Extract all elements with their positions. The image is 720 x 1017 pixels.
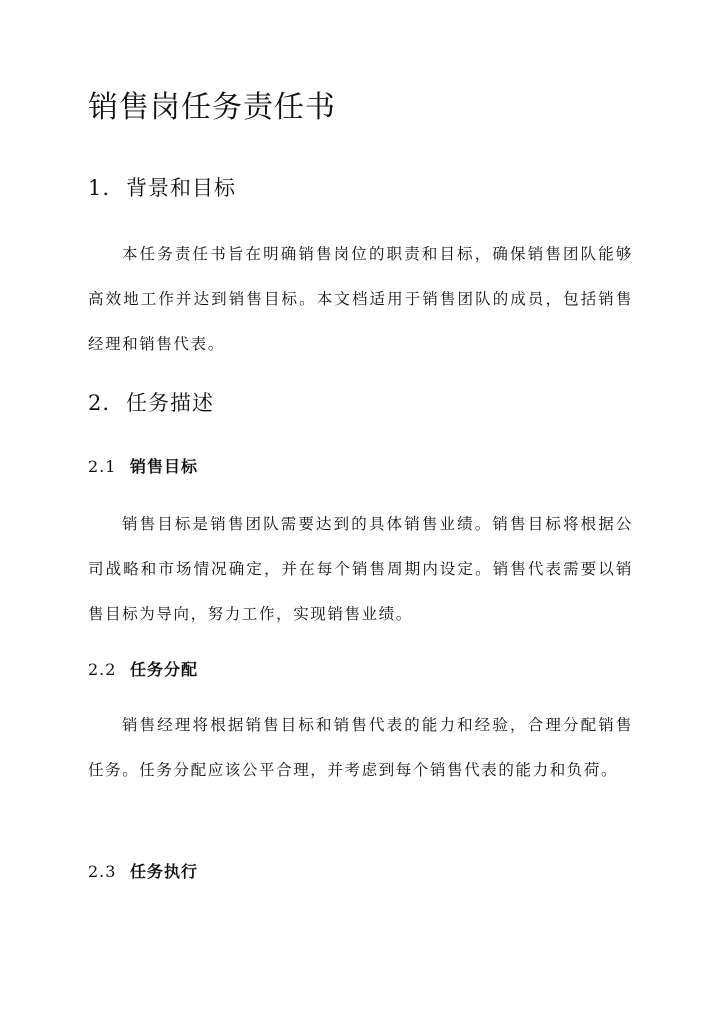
section-title: 任务描述 bbox=[126, 391, 214, 415]
subsection-number: 2.2 bbox=[88, 660, 117, 679]
subsection-heading-task-allocation bbox=[88, 659, 198, 681]
paragraph-task-allocation: 销售经理将根据销售目标和销售代表的能力和经验，合理分配销售任务。任务分配应该公平合理，并考虑到每个销售代表的能力和负荷。 bbox=[88, 716, 633, 779]
document-title: 销售岗任务责任书 bbox=[88, 90, 336, 125]
section-number: 2. bbox=[88, 391, 111, 415]
paragraph-sales-target: 销售目标是销售团队需要达到的具体销售业绩。销售目标将根据公司战略和市场情况确定，并在每个销售周期内设定。销售代表需要以销售目标为导向，努力工作，实现销售业绩。 bbox=[88, 515, 633, 623]
paragraph-background: 本任务责任书旨在明确销售岗位的职责和目标，确保销售团队能够高效地工作并达到销售目标。本文档适用于销售团队的成员，包括销售经理和销售代表。 bbox=[88, 245, 633, 353]
subsection-title: 任务分配 bbox=[130, 660, 199, 679]
subsection-number: 2.1 bbox=[88, 457, 117, 476]
section-number: 1. bbox=[88, 176, 111, 200]
subsection-title: 任务执行 bbox=[130, 862, 199, 881]
subsection-title: 销售目标 bbox=[130, 457, 199, 476]
section-title: 背景和目标 bbox=[126, 176, 236, 200]
subsection-heading-sales-target bbox=[88, 456, 198, 478]
section-heading-background bbox=[88, 174, 236, 202]
subsection-heading-task-execution bbox=[88, 861, 198, 883]
subsection-number: 2.3 bbox=[88, 862, 117, 881]
section-heading-task-description bbox=[88, 389, 214, 417]
